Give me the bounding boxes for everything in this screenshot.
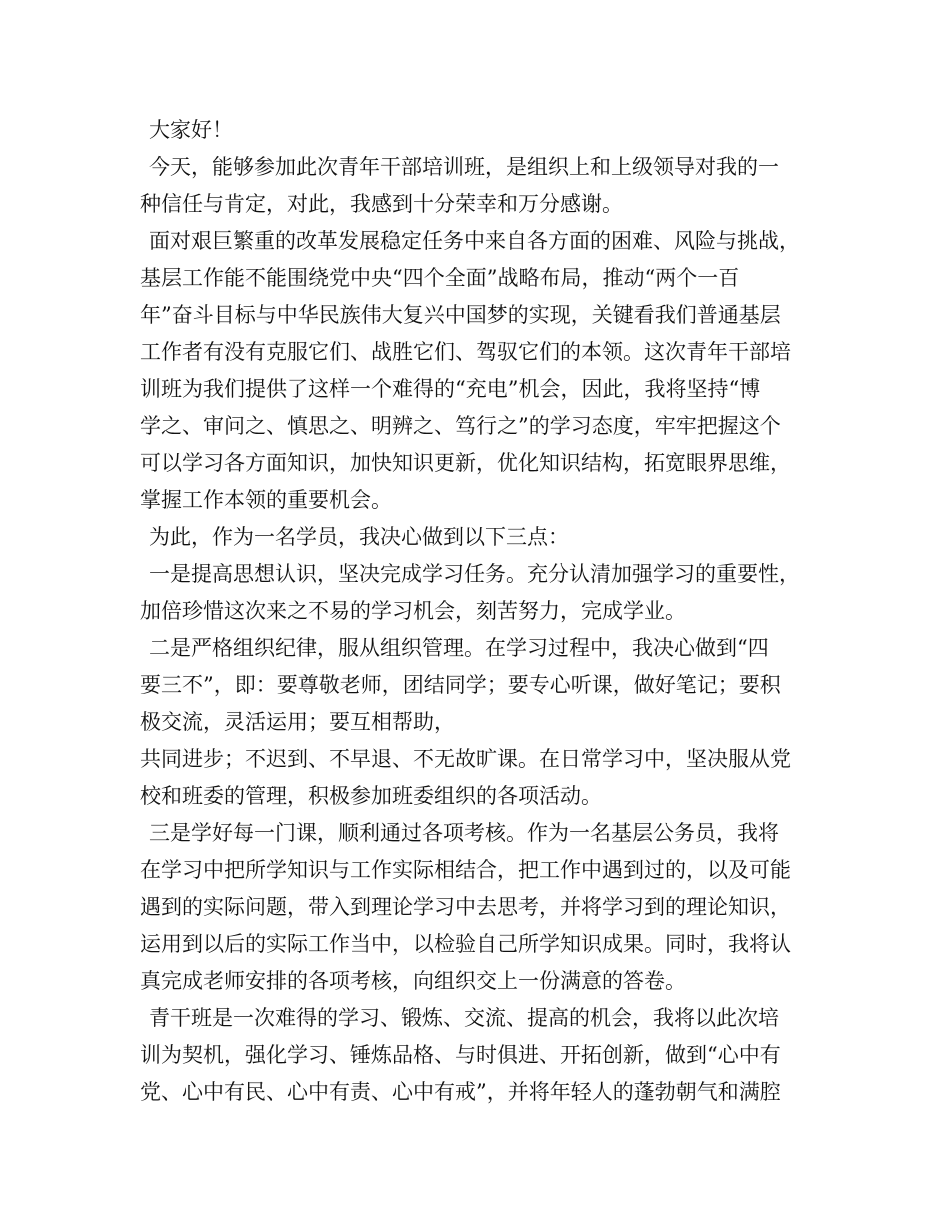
text-line: 训班为我们提供了这样一个难得的“充电”机会，因此，我将坚持“博 (140, 377, 761, 401)
text-line: 大家好！ (149, 118, 233, 142)
text-line: 校和班委的管理，积极参加班委组织的各项活动。 (140, 784, 602, 808)
text-line: 在学习中把所学知识与工作实际相结合，把工作中遇到过的，以及可能 (140, 858, 791, 882)
text-line: 面对艰巨繁重的改革发展稳定任务中来自各方面的困难、风险与挑战， (149, 229, 800, 253)
text-line: 一是提高思想认识，坚决完成学习任务。充分认清加强学习的重要性， (149, 562, 800, 586)
text-line: 训为契机，强化学习、锤炼品格、与时俱进、开拓创新，做到“心中有 (140, 1043, 781, 1067)
text-line: 真完成老师安排的各项考核，向组织交上一份满意的答卷。 (140, 969, 686, 993)
text-line: 为此，作为一名学员，我决心做到以下三点： (149, 525, 569, 549)
text-line: 三是学好每一门课，顺利通过各项考核。作为一名基层公务员，我将 (149, 821, 779, 845)
text-line: 青干班是一次难得的学习、锻炼、交流、提高的机会，我将以此次培 (149, 1006, 779, 1030)
text-line: 今天，能够参加此次青年干部培训班，是组织上和上级领导对我的一 (149, 155, 779, 179)
text-line: 可以学习各方面知识，加快知识更新，优化知识结构，拓宽眼界思维， (140, 451, 791, 475)
text-line: 种信任与肯定，对此，我感到十分荣幸和万分感谢。 (140, 192, 623, 216)
text-line: 要三不”，即：要尊敬老师，团结同学；要专心听课，做好笔记；要积 (140, 673, 781, 697)
text-line: 遇到的实际问题，带入到理论学习中去思考，并将学习到的理论知识， (140, 895, 791, 919)
document-body (140, 112, 830, 1111)
text-line: 学之、审问之、慎思之、明辨之、笃行之”的学习态度，牢牢把握这个 (140, 414, 781, 438)
text-line: 党、心中有民、心中有责、心中有戒”，并将年轻人的蓬勃朝气和满腔 (140, 1080, 781, 1104)
text-line: 年”奋斗目标与中华民族伟大复兴中国梦的实现，关键看我们普通基层 (140, 303, 781, 327)
text-line: 二是严格组织纪律，服从组织管理。在学习过程中，我决心做到“四 (149, 636, 769, 660)
text-line: 掌握工作本领的重要机会。 (140, 488, 392, 512)
text-line: 基层工作能不能围绕党中央“四个全面”战略布局，推动“两个一百 (140, 266, 740, 290)
text-line: 工作者有没有克服它们、战胜它们、驾驭它们的本领。这次青年干部培 (140, 340, 791, 364)
text-line: 加倍珍惜这次来之不易的学习机会，刻苦努力，完成学业。 (140, 599, 686, 623)
text-line: 运用到以后的实际工作当中，以检验自己所学知识成果。同时，我将认 (140, 932, 791, 956)
text-line: 极交流，灵活运用；要互相帮助， (140, 710, 455, 734)
text-line: 共同进步；不迟到、不早退、不无故旷课。在日常学习中，坚决服从党 (140, 747, 791, 771)
